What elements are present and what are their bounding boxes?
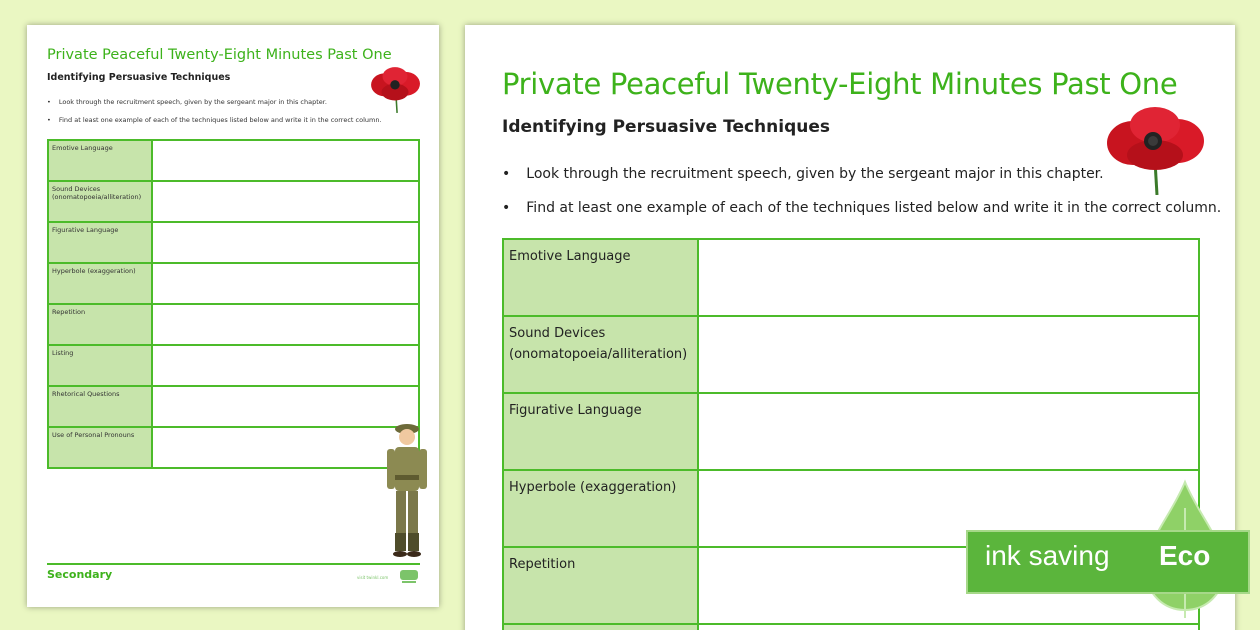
table-row — [48, 304, 419, 345]
footer-divider — [47, 563, 420, 565]
thumbnail-title: Private Peaceful Twenty-Eight Minutes Past One — [47, 47, 392, 63]
technique-label: Figurative Language — [503, 393, 698, 470]
answer-cell — [152, 304, 419, 345]
technique-label: Repetition — [503, 547, 698, 624]
technique-label: Rhetorical Questions — [48, 386, 152, 427]
answer-cell[interactable] — [698, 239, 1199, 316]
answer-cell — [152, 345, 419, 386]
technique-label: Sound Devices (onomatopoeia/alliteration) — [503, 316, 698, 393]
answer-cell[interactable] — [698, 624, 1199, 630]
answer-cell — [152, 222, 419, 263]
technique-label: Emotive Language — [48, 140, 152, 181]
eco-label: Eco — [1159, 540, 1211, 571]
worksheet-thumbnail — [27, 25, 439, 607]
technique-label: Listing — [48, 345, 152, 386]
table-row — [503, 239, 1199, 316]
answer-cell — [152, 427, 419, 468]
instructions-list — [502, 166, 1221, 234]
answer-cell — [152, 263, 419, 304]
thumbnail-subtitle: Identifying Persuasive Techniques — [47, 72, 231, 83]
twinkl-logo-icon — [399, 567, 419, 585]
table-row — [48, 222, 419, 263]
technique-label: Sound Devices (onomatopoeia/alliteration) — [48, 181, 152, 222]
table-row — [48, 140, 419, 181]
site-text: visit twinkl.com — [357, 575, 389, 580]
technique-label: Use of Personal Pronouns — [48, 427, 152, 468]
table-row — [503, 624, 1199, 630]
instruction-2: • Find at least one example of each of the techniques listed below and write it in the correct column. — [502, 200, 1221, 234]
thumbnail-technique-table — [47, 139, 420, 469]
footer-label: Secondary — [47, 568, 113, 581]
answer-cell — [152, 140, 419, 181]
answer-cell[interactable] — [698, 316, 1199, 393]
technique-label-empty — [503, 624, 698, 630]
thumbnail-instruction-2: • Find at least one example of each of the techniques listed below and write it in the correct column. — [47, 116, 382, 134]
answer-cell — [152, 181, 419, 222]
ink-saving-label: ink saving — [985, 540, 1110, 571]
table-row — [48, 386, 419, 427]
table-row — [503, 393, 1199, 470]
technique-label: Emotive Language — [503, 239, 698, 316]
instruction-1: • Look through the recruitment speech, given by the sergeant major in this chapter. — [502, 166, 1221, 200]
thumbnail-instructions — [47, 98, 382, 134]
worksheet-subtitle: Identifying Persuasive Techniques — [502, 117, 831, 137]
worksheet-title: Private Peaceful Twenty-Eight Minutes Past One — [502, 67, 1178, 101]
table-row — [48, 263, 419, 304]
thumbnail-instruction-1: • Look through the recruitment speech, given by the sergeant major in this chapter. — [47, 98, 382, 116]
technique-label: Figurative Language — [48, 222, 152, 263]
technique-label: Hyperbole (exaggeration) — [503, 470, 698, 547]
table-row — [48, 181, 419, 222]
technique-label: Repetition — [48, 304, 152, 345]
technique-label: Hyperbole (exaggeration) — [48, 263, 152, 304]
answer-cell — [152, 386, 419, 427]
table-row — [503, 316, 1199, 393]
soldier-illustration — [381, 421, 433, 561]
answer-cell[interactable] — [698, 393, 1199, 470]
table-row — [48, 427, 419, 468]
table-row — [48, 345, 419, 386]
